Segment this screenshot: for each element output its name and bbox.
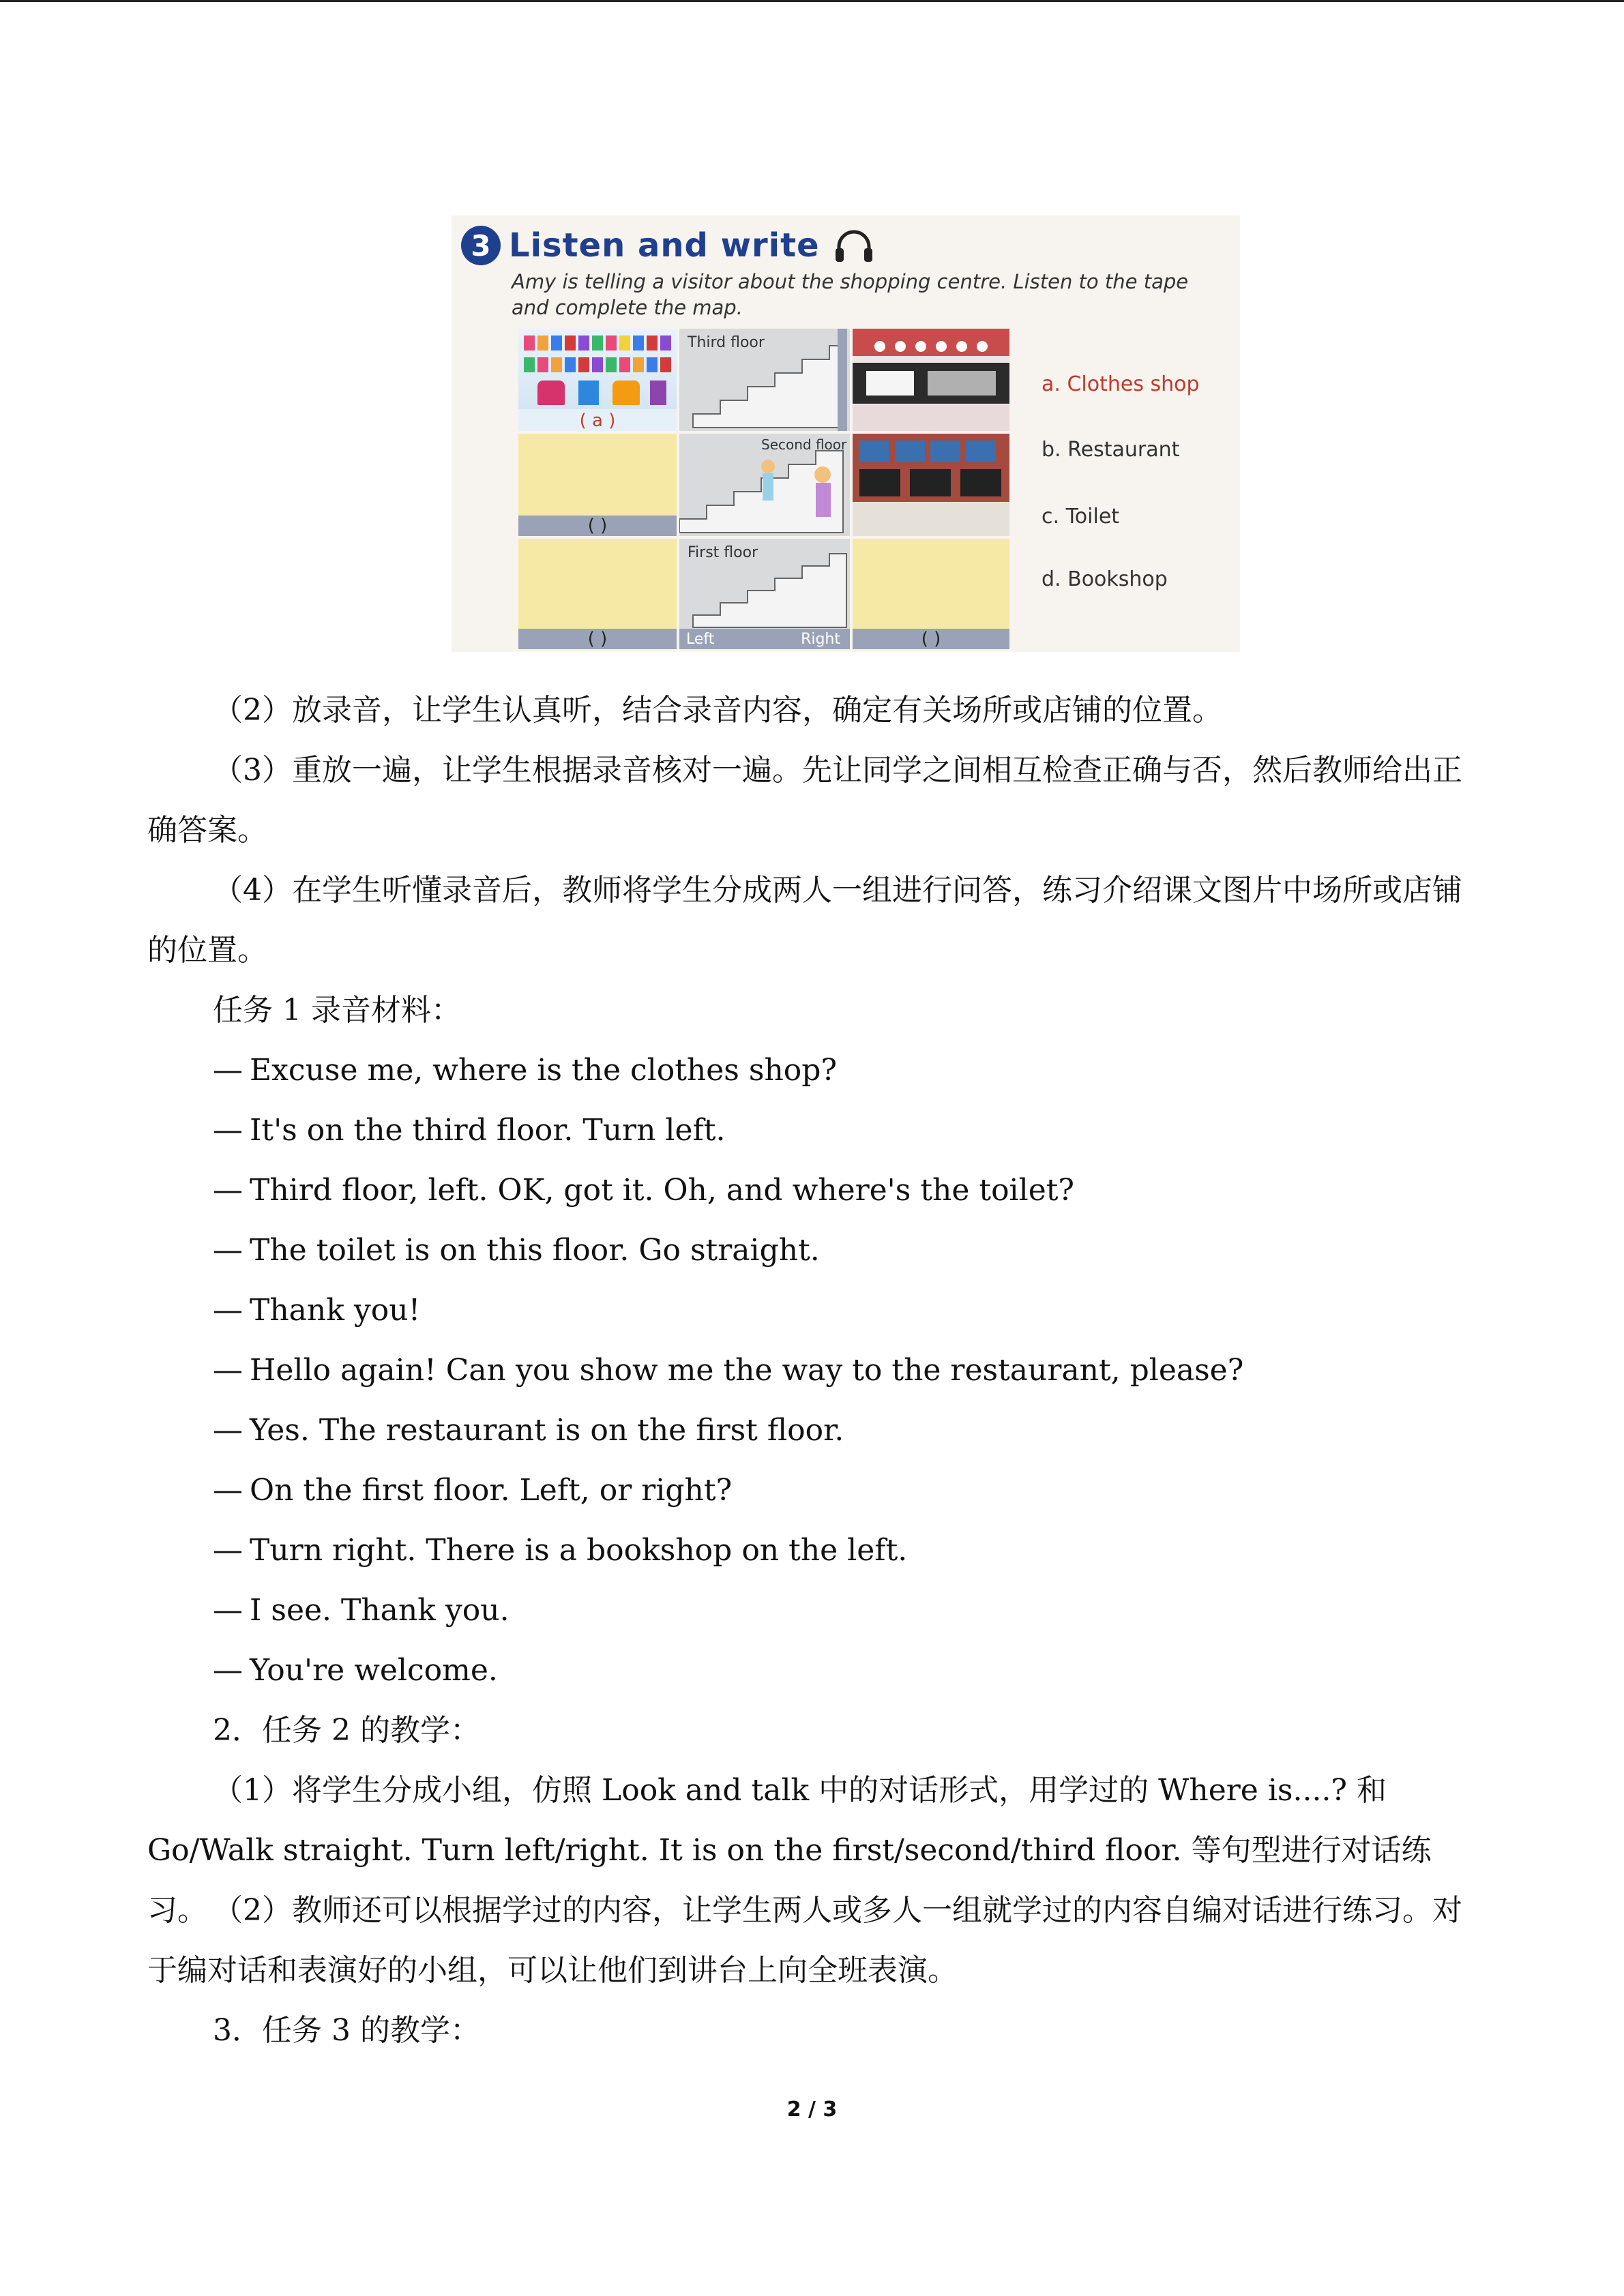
blank-third-left: ( a ) [579, 411, 616, 431]
map-cell-third-left [518, 329, 677, 431]
dash: — [213, 1233, 243, 1268]
option-b: b. Restaurant [1042, 438, 1180, 462]
option-a: a. Clothes shop [1042, 372, 1200, 396]
dialogue-text: The toilet is on this floor. Go straight. [250, 1233, 820, 1268]
dialogue-line [213, 1110, 725, 1151]
task2-step-2: （2）教师还可以根据学过的内容，让学生两人或多人一组就学过的内容自编对话进行练习。对于编对话和表演好的小组，可以让他们到讲台上向全班表演。 [147, 1893, 1462, 1988]
answer-options [1042, 215, 1239, 652]
blank-first-left: ( ) [587, 629, 608, 649]
dialogue-text: Yes. The restaurant is on the first floor. [250, 1413, 844, 1448]
left-label: Left [686, 631, 715, 648]
dialogue-line [213, 1650, 498, 1691]
dialogue-text: I see. Thank you. [250, 1593, 510, 1628]
blank-second-left: ( ) [587, 516, 608, 536]
dash: — [213, 1593, 243, 1628]
dash: — [213, 1413, 243, 1448]
dash: — [213, 1653, 243, 1688]
dialogue-line [213, 1230, 820, 1271]
map-cell-third-stairs [679, 329, 850, 431]
dialogue-line [213, 1050, 837, 1091]
map-cell-third-right [853, 329, 1009, 431]
dialogue-text: On the first floor. Left, or right? [250, 1473, 733, 1508]
restaurant-counter-image [853, 329, 1009, 431]
exercise-number: 3 [461, 226, 501, 265]
first-floor-label: First floor [688, 544, 758, 561]
dialogue-line [213, 1170, 1074, 1211]
dialogue-text: Hello again! Can you show me the way to the restaurant, please? [250, 1353, 1244, 1388]
option-c: c. Toilet [1042, 505, 1120, 528]
task2-step-1: （1）将学生分成小组，仿照 Look and talk 中的对话形式，用学过的 Where is....? 和 Go/Walk straight. Turn left/right. It is on the first/second/third floor. 等句型进行对话练习。 [147, 1773, 1432, 1928]
dialogue-line [213, 1590, 510, 1631]
tv-shop-image [853, 434, 1009, 536]
dialogue-line [213, 1290, 420, 1331]
top-border-line [0, 0, 1624, 2]
dash: — [213, 1353, 243, 1388]
dialogue-text: Third floor, left. OK, got it. Oh, and where's the toilet? [250, 1173, 1075, 1208]
dialogue-text: You're welcome. [250, 1653, 498, 1688]
paragraph-step-3: （3）重放一遍，让学生根据录音核对一遍。先让同学之间相互检查正确与否，然后教师给出正确答案。 [147, 753, 1462, 848]
dash: — [213, 1293, 243, 1328]
task3-heading: 3．任务 3 的教学： [213, 2013, 480, 2048]
dialogue-text: It's on the third floor. Turn left. [250, 1113, 726, 1148]
map-cell-first-left [518, 539, 677, 649]
dialogue-line [213, 1530, 907, 1571]
map-cell-first-stairs [679, 539, 850, 649]
third-floor-label: Third floor [688, 334, 765, 351]
paragraph-step-2: （2）放录音，让学生认真听，结合录音内容，确定有关场所或店铺的位置。 [213, 693, 1222, 728]
dialogue-line [213, 1470, 732, 1511]
page-number: 2 / 3 [786, 2098, 838, 2121]
dialogue-text: Excuse me, where is the clothes shop? [250, 1053, 838, 1088]
second-floor-label: Second floor [761, 436, 847, 453]
map-cell-second-right [853, 434, 1009, 536]
task1-recording-label: 任务 1 录音材料： [213, 993, 461, 1028]
dialogue-line [213, 1410, 844, 1451]
option-d: d. Bookshop [1042, 567, 1168, 591]
task2-heading: 2．任务 2 的教学： [213, 1713, 480, 1748]
exercise-title-text: Listen and write [509, 226, 820, 265]
dialogue-line [213, 1350, 1243, 1391]
blank-first-right: ( ) [921, 629, 941, 649]
dialogue-text: Turn right. There is a bookshop on the left. [250, 1533, 908, 1568]
clothes-shop-image [518, 329, 677, 409]
dash: — [213, 1113, 243, 1148]
dialogue-text: Thank you! [250, 1293, 421, 1328]
right-label: Right [801, 631, 840, 648]
dash: — [213, 1053, 243, 1088]
map-cell-first-right [853, 539, 1009, 649]
exercise-instruction: Amy is telling a visitor about the shopping centre. Listen to the tape and complete the map. [512, 270, 1189, 319]
paragraph-step-4: （4）在学生听懂录音后，教师将学生分成两人一组进行问答，练习介绍课文图片中场所或店铺的位置。 [147, 873, 1462, 968]
listen-and-write-figure [452, 215, 1240, 652]
shopping-centre-map [518, 329, 1009, 649]
dash: — [213, 1473, 243, 1508]
headphones-icon [833, 226, 874, 265]
map-cell-second-left [518, 434, 677, 536]
map-cell-second-stairs [679, 434, 850, 536]
exercise-title [461, 225, 874, 266]
dash: — [213, 1173, 243, 1208]
dash: — [213, 1533, 243, 1568]
